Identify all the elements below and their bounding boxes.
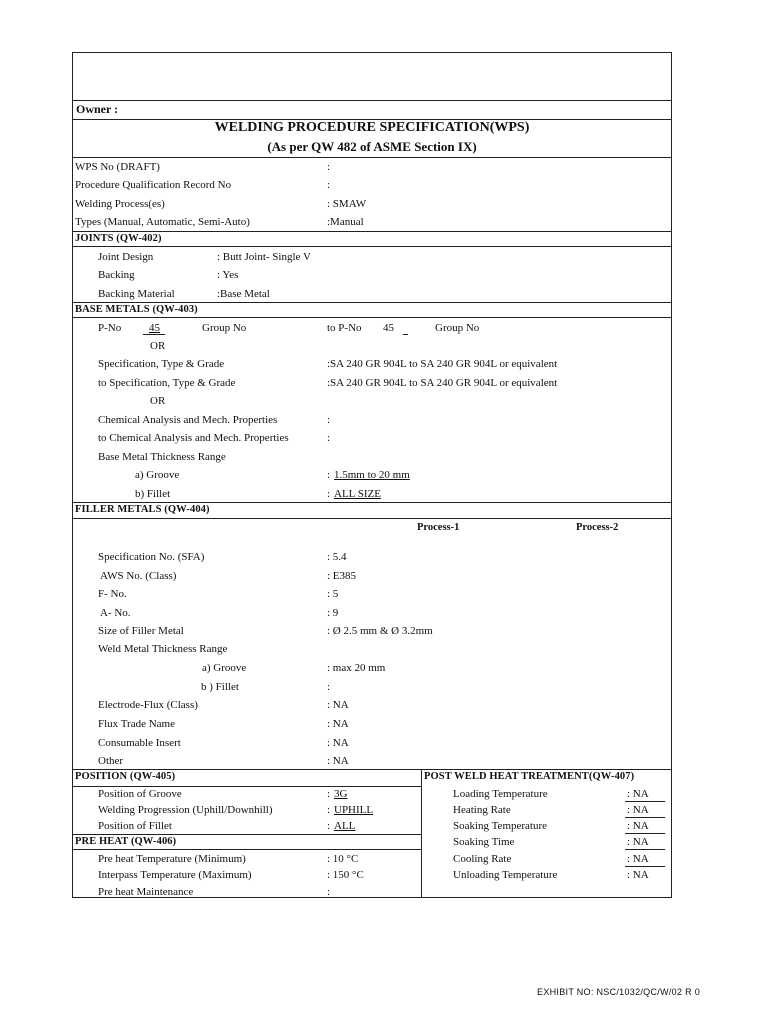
spec-value: :SA 240 GR 904L to SA 240 GR 904L or equivalent: [327, 358, 558, 370]
types-label: Types (Manual, Automatic, Semi-Auto): [75, 216, 250, 228]
filler-size-label: Size of Filler Metal: [98, 625, 184, 637]
to-chem-value: :: [327, 432, 331, 444]
fillet-label: b) Fillet: [135, 488, 171, 500]
base-metals-heading: BASE METALS (QW-403): [75, 304, 198, 315]
to-pno-label: to P-No: [327, 322, 362, 334]
underline: [625, 866, 665, 867]
flux-trade-name-label: Flux Trade Name: [98, 718, 175, 730]
process-2-header: Process-2: [576, 522, 619, 533]
page-title: WELDING PROCEDURE SPECIFICATION(WPS): [214, 120, 530, 135]
interpass-value: : 150 °C: [327, 869, 364, 881]
preheat-maintenance-label: Pre heat Maintenance: [98, 886, 194, 898]
backing-value: : Yes: [217, 269, 239, 281]
sfa-value: : 5.4: [327, 551, 347, 563]
preheat-heading: PRE HEAT (QW-406): [75, 836, 177, 847]
f-no-label: F- No.: [98, 588, 127, 600]
wps-no-value: :: [327, 161, 331, 173]
chem-label: Chemical Analysis and Mech. Properties: [98, 414, 278, 426]
welding-process-label: Welding Process(es): [75, 198, 165, 210]
position-fillet-label: Position of Fillet: [98, 820, 172, 832]
soaking-time-value: : NA: [627, 836, 649, 848]
or-label: OR: [150, 340, 166, 352]
aws-value: : E385: [327, 570, 357, 582]
pno-label: P-No: [98, 322, 122, 334]
electrode-flux-label: Electrode-Flux (Class): [98, 699, 198, 711]
soaking-temp-value: : NA: [627, 820, 649, 832]
other-value: : NA: [327, 755, 349, 767]
preheat-maintenance-value: :: [327, 886, 331, 898]
loading-temp-value: : NA: [627, 788, 649, 800]
page-subtitle: (As per QW 482 of ASME Section IX): [267, 139, 477, 154]
backing-material-label: Backing Material: [98, 288, 175, 300]
cooling-rate-label: Cooling Rate: [453, 853, 512, 865]
to-group-no-label: Group No: [435, 322, 480, 334]
cooling-rate-value: : NA: [627, 853, 649, 865]
joint-design-value: : Butt Joint- Single V: [217, 251, 311, 263]
thickness-range-label: Base Metal Thickness Range: [98, 451, 226, 463]
loading-temp-label: Loading Temperature: [453, 788, 548, 800]
weld-groove-value: : max 20 mm: [327, 662, 386, 674]
joint-design-label: Joint Design: [98, 251, 154, 263]
sfa-label: Specification No. (SFA): [98, 551, 205, 563]
weld-fillet-label: b ) Fillet: [201, 681, 239, 693]
chem-value: :: [327, 414, 331, 426]
exhibit-number: EXHIBIT NO: NSC/1032/QC/W/02 R 0: [537, 987, 700, 997]
to-pno-value: 45: [383, 322, 394, 334]
wps-no-label: WPS No (DRAFT): [75, 161, 160, 173]
interpass-label: Interpass Temperature (Maximum): [98, 869, 252, 881]
weld-fillet-value: :: [327, 681, 331, 693]
groove-colon: :: [327, 469, 331, 481]
divider: [73, 849, 421, 850]
aws-label: AWS No. (Class): [100, 570, 177, 582]
divider: [73, 518, 671, 519]
underline: [625, 833, 665, 834]
fillet-colon: :: [327, 488, 331, 500]
weld-thickness-label: Weld Metal Thickness Range: [98, 643, 228, 655]
filler-metals-heading: FILLER METALS (QW-404): [75, 504, 210, 515]
to-spec-value: :SA 240 GR 904L to SA 240 GR 904L or equivalent: [327, 377, 558, 389]
heating-rate-label: Heating Rate: [453, 804, 511, 816]
position-fillet-value: ALL: [334, 820, 356, 832]
underline: [143, 334, 165, 335]
progression-colon: :: [327, 804, 331, 816]
types-value: :Manual: [327, 216, 364, 228]
group-no-label: Group No: [202, 322, 247, 334]
wps-form: [72, 52, 672, 898]
progression-value: UPHILL: [334, 804, 374, 816]
soaking-temp-label: Soaking Temperature: [453, 820, 548, 832]
heating-rate-value: : NA: [627, 804, 649, 816]
filler-size-value: : Ø 2.5 mm & Ø 3.2mm: [327, 625, 433, 637]
or-label: OR: [150, 395, 166, 407]
position-groove-value: 3G: [334, 788, 348, 800]
electrode-flux-value: : NA: [327, 699, 349, 711]
fillet-value: ALL SIZE: [334, 488, 381, 500]
joints-heading: JOINTS (QW-402): [75, 233, 162, 244]
consumable-insert-value: : NA: [327, 737, 349, 749]
f-no-value: : 5: [327, 588, 339, 600]
preheat-min-label: Pre heat Temperature (Minimum): [98, 853, 246, 865]
column-divider: [421, 769, 422, 897]
position-fillet-colon: :: [327, 820, 331, 832]
underline: [625, 849, 665, 850]
divider: [73, 317, 671, 318]
preheat-min-value: : 10 °C: [327, 853, 359, 865]
groove-value: 1.5mm to 20 mm: [334, 469, 410, 481]
to-spec-label: to Specification, Type & Grade: [98, 377, 236, 389]
underline: [625, 817, 665, 818]
spec-label: Specification, Type & Grade: [98, 358, 225, 370]
backing-label: Backing: [98, 269, 135, 281]
a-no-value: : 9: [327, 607, 339, 619]
backing-material-value: :Base Metal: [217, 288, 270, 300]
flux-trade-name-value: : NA: [327, 718, 349, 730]
position-heading: POSITION (QW-405): [75, 771, 176, 782]
groove-label: a) Groove: [135, 469, 180, 481]
divider: [73, 100, 671, 101]
pqr-no-value: :: [327, 179, 331, 191]
other-label: Other: [98, 755, 124, 767]
divider: [73, 157, 671, 158]
unloading-temp-label: Unloading Temperature: [453, 869, 558, 881]
pwht-heading: POST WELD HEAT TREATMENT(QW-407): [424, 771, 635, 782]
unloading-temp-value: : NA: [627, 869, 649, 881]
welding-process-value: : SMAW: [327, 198, 367, 210]
process-1-header: Process-1: [417, 522, 460, 533]
a-no-label: A- No.: [100, 607, 131, 619]
progression-label: Welding Progression (Uphill/Downhill): [98, 804, 273, 816]
soaking-time-label: Soaking Time: [453, 836, 515, 848]
pno-value: 45: [149, 322, 160, 334]
owner-label: Owner :: [76, 102, 119, 116]
underline: [403, 334, 408, 335]
divider: [73, 246, 671, 247]
position-groove-label: Position of Groove: [98, 788, 182, 800]
weld-groove-label: a) Groove: [202, 662, 247, 674]
to-chem-label: to Chemical Analysis and Mech. Properties: [98, 432, 289, 444]
position-groove-colon: :: [327, 788, 331, 800]
underline: [625, 801, 665, 802]
divider: [73, 231, 671, 232]
consumable-insert-label: Consumable Insert: [98, 737, 181, 749]
pqr-no-label: Procedure Qualification Record No: [75, 179, 232, 191]
